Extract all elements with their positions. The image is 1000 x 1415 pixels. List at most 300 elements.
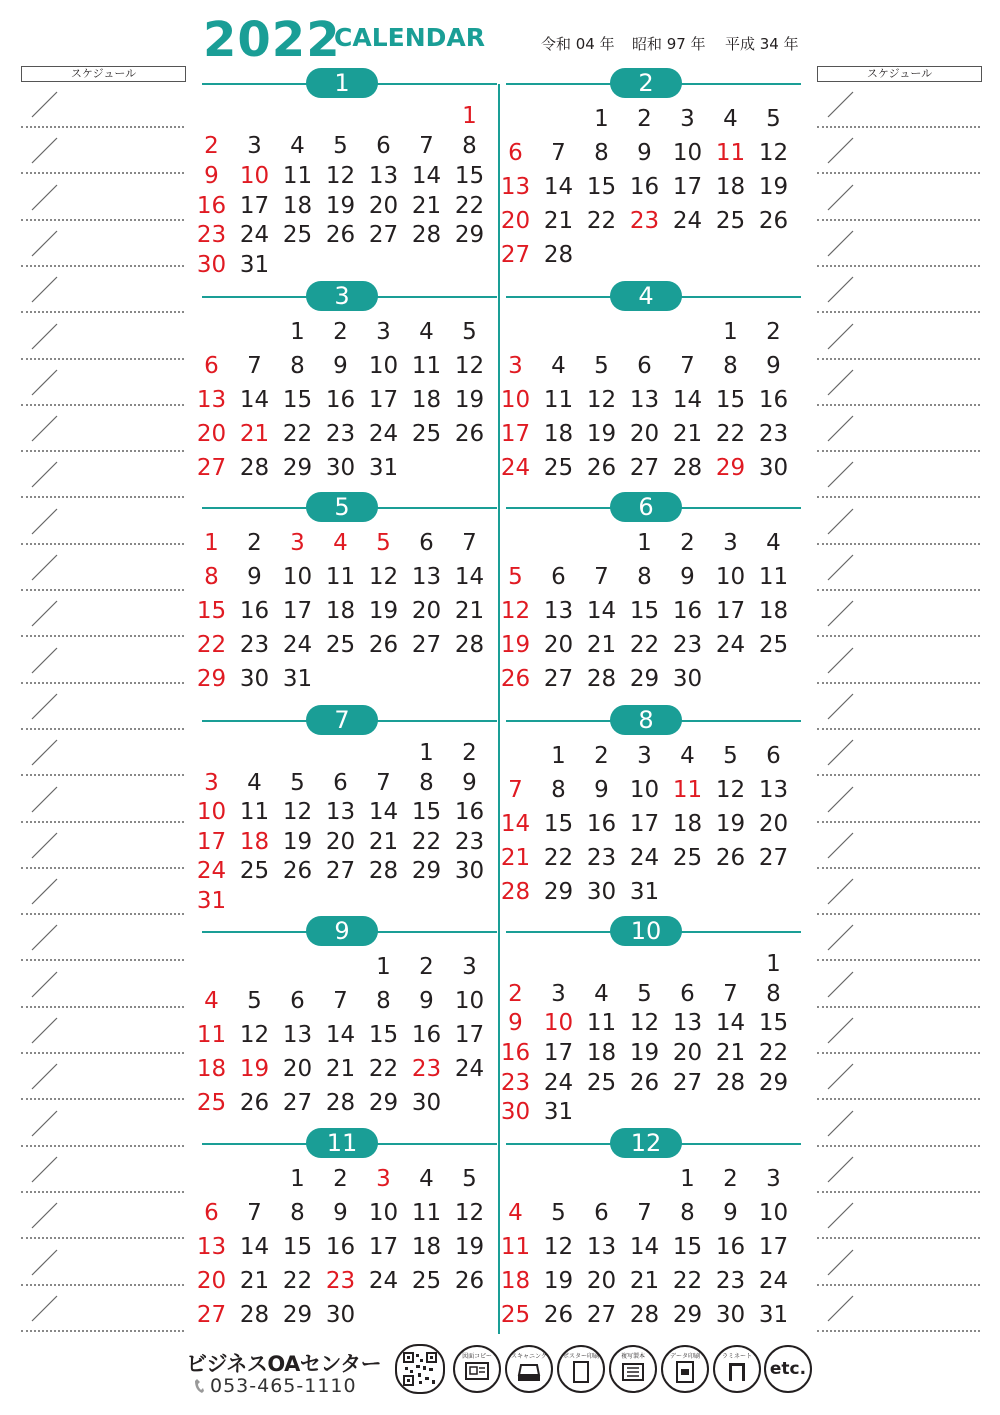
calendar-date: 29: [282, 455, 313, 481]
holiday-date: 4: [204, 988, 219, 1014]
holiday-date: 30: [500, 1099, 531, 1126]
calendar-date: 25: [543, 455, 574, 481]
schedule-row[interactable]: [21, 127, 184, 174]
calendar-date: 30: [672, 666, 703, 692]
calendar-date: 27: [672, 1069, 703, 1096]
calendar-date: 28: [411, 222, 442, 249]
calendar-date: 2: [247, 530, 262, 556]
calendar-date: 16: [629, 174, 660, 200]
schedule-row[interactable]: [817, 914, 980, 961]
date-slash-icon: [827, 693, 854, 720]
calendar-date: 12: [629, 1010, 660, 1037]
laminate-icon: [725, 1361, 749, 1383]
schedule-row[interactable]: [817, 822, 980, 869]
calendar-date: 22: [758, 1040, 789, 1066]
schedule-row[interactable]: [21, 1146, 184, 1193]
schedule-row[interactable]: [817, 590, 980, 637]
date-slash-icon: [827, 554, 854, 581]
schedule-row[interactable]: [817, 127, 980, 174]
data-print-icon: [673, 1361, 697, 1383]
service-label: スキャニング: [511, 1353, 547, 1360]
schedule-row[interactable]: [21, 1007, 184, 1054]
month-number-badge: 4: [610, 281, 682, 311]
calendar-date: 26: [715, 845, 746, 871]
poster-icon: [569, 1361, 593, 1383]
calendar-date: 26: [758, 208, 789, 234]
calendar-date: 26: [629, 1069, 660, 1096]
calendar-date: 8: [419, 769, 434, 796]
calendar-date: 9: [766, 353, 781, 379]
calendar-date: 28: [454, 632, 485, 658]
calendar-date: 21: [325, 1056, 356, 1082]
calendar-date: 17: [715, 598, 746, 624]
date-slash-icon: [827, 786, 854, 813]
calendar-date: 12: [715, 777, 746, 803]
holiday-date: 21: [500, 845, 531, 871]
calendar-date: 27: [411, 632, 442, 658]
calendar-date: 29: [282, 1302, 313, 1328]
calendar-date: 30: [454, 858, 485, 884]
calendar-date: 11: [325, 564, 356, 590]
holiday-date: 6: [204, 353, 219, 379]
month-block-12: [500, 1128, 801, 1332]
calendar-date: 18: [672, 811, 703, 837]
schedule-row[interactable]: [21, 359, 184, 406]
calendar-date: 3: [462, 954, 477, 980]
calendar-date: 23: [586, 845, 617, 871]
calendar-date: 24: [239, 222, 270, 249]
calendar-date: 4: [290, 132, 305, 159]
holiday-date: 20: [196, 1268, 227, 1294]
calendar-date: 8: [551, 777, 566, 803]
era-reiwa: 令和 04 年: [541, 35, 615, 53]
schedule-row[interactable]: [21, 81, 184, 128]
schedule-row[interactable]: [817, 637, 980, 684]
calendar-date: 2: [723, 1166, 738, 1192]
schedule-row[interactable]: [21, 1285, 184, 1332]
holiday-date: 21: [239, 421, 270, 447]
holiday-date: 17: [196, 828, 227, 855]
holiday-date: 28: [500, 879, 531, 905]
calendar-date: 3: [680, 106, 695, 132]
schedule-row[interactable]: [817, 683, 980, 730]
calendar-date: 27: [629, 455, 660, 481]
date-slash-icon: [31, 739, 58, 766]
schedule-row[interactable]: [817, 1285, 980, 1332]
calendar-date: 13: [411, 564, 442, 590]
calendar-date: 20: [758, 811, 789, 837]
calendar-date: 27: [586, 1302, 617, 1328]
calendar-date: 13: [543, 598, 574, 624]
calendar-date: 7: [551, 140, 566, 166]
date-slash-icon: [827, 1202, 854, 1229]
calendar-date: 7: [594, 564, 609, 590]
date-slash-icon: [31, 1156, 58, 1183]
schedule-row[interactable]: [21, 1239, 184, 1286]
calendar-date: 15: [368, 1022, 399, 1048]
calendar-date: 16: [454, 799, 485, 825]
schedule-row[interactable]: [21, 405, 184, 452]
holiday-date: 30: [196, 252, 227, 279]
calendar-date: 4: [419, 319, 434, 345]
date-slash-icon: [31, 369, 58, 396]
calendar-date: 6: [419, 530, 434, 556]
calendar-date: 4: [723, 106, 738, 132]
calendar-date: 17: [543, 1040, 574, 1066]
month-block-9: [196, 916, 497, 1120]
calendar-date: 30: [325, 455, 356, 481]
calendar-date: 13: [325, 799, 356, 825]
month-block-8: [500, 705, 801, 909]
calendar-date: 13: [629, 387, 660, 413]
calendar-date: 24: [758, 1268, 789, 1294]
calendar-date: 6: [551, 564, 566, 590]
schedule-row[interactable]: [21, 498, 184, 545]
calendar-date: 2: [766, 319, 781, 345]
calendar-date: 14: [715, 1010, 746, 1037]
qr-code-icon: [395, 1344, 445, 1394]
schedule-row[interactable]: [817, 1146, 980, 1193]
calendar-date: 21: [672, 421, 703, 447]
calendar-date: 19: [325, 192, 356, 219]
date-slash-icon: [827, 415, 854, 442]
calendar-date: 24: [672, 208, 703, 234]
month-block-7: [196, 705, 497, 916]
holiday-date: 3: [204, 769, 219, 796]
service-data-print: [661, 1345, 709, 1393]
calendar-date: 12: [454, 353, 485, 379]
holiday-date: 24: [500, 455, 531, 481]
calendar-date: 18: [282, 192, 313, 219]
holiday-date: 20: [500, 208, 531, 234]
date-slash-icon: [827, 276, 854, 303]
calendar-date: 3: [723, 530, 738, 556]
company-name: ビジネスOAセンター: [186, 1352, 382, 1376]
calendar-date: 24: [629, 845, 660, 871]
date-slash-icon: [827, 600, 854, 627]
holiday-date: 26: [500, 666, 531, 692]
calendar-date: 5: [333, 132, 348, 159]
calendar-date: 25: [411, 1268, 442, 1294]
schedule-row[interactable]: [817, 81, 980, 128]
schedule-row[interactable]: [817, 1007, 980, 1054]
calendar-date: 20: [411, 598, 442, 624]
calendar-date: 19: [629, 1040, 660, 1066]
month-number-badge: 1: [306, 68, 378, 98]
holiday-date: 10: [500, 387, 531, 413]
calendar-date: 15: [758, 1010, 789, 1037]
calendar-date: 16: [411, 1022, 442, 1048]
calendar-date: 8: [766, 980, 781, 1007]
schedule-row[interactable]: [817, 1192, 980, 1239]
calendar-date: 19: [282, 828, 313, 855]
holiday-date: 14: [500, 811, 531, 837]
calendar-date: 25: [758, 632, 789, 658]
schedule-row[interactable]: [817, 776, 980, 823]
schedule-row[interactable]: [817, 544, 980, 591]
holiday-date: 11: [715, 140, 746, 166]
calendar-year: 2022: [203, 12, 341, 68]
calendar-date: 4: [766, 530, 781, 556]
schedule-row[interactable]: [21, 451, 184, 498]
calendar-date: 24: [543, 1069, 574, 1096]
calendar-date: 9: [723, 1200, 738, 1226]
holiday-date: 3: [508, 353, 523, 379]
month-number-badge: 3: [306, 281, 378, 311]
calendar-date: 28: [629, 1302, 660, 1328]
calendar-date: 21: [629, 1268, 660, 1294]
date-slash-icon: [827, 971, 854, 998]
calendar-date: 5: [637, 980, 652, 1007]
calendar-date: 14: [586, 598, 617, 624]
holiday-date: 8: [204, 564, 219, 590]
calendar-date: 6: [290, 988, 305, 1014]
schedule-row[interactable]: [21, 266, 184, 313]
calendar-date: 5: [766, 106, 781, 132]
calendar-date: 19: [454, 387, 485, 413]
schedule-row[interactable]: [21, 637, 184, 684]
holiday-date: 2: [204, 132, 219, 159]
schedule-row[interactable]: [21, 683, 184, 730]
service-poster-print: [557, 1345, 605, 1393]
date-slash-icon: [31, 1017, 58, 1044]
schedule-row[interactable]: [817, 1053, 980, 1100]
date-slash-icon: [31, 1202, 58, 1229]
holiday-date: 13: [196, 387, 227, 413]
calendar-date: 1: [594, 106, 609, 132]
schedule-row[interactable]: [21, 544, 184, 591]
calendar-date: 20: [586, 1268, 617, 1294]
holiday-date: 10: [239, 162, 270, 189]
calendar-date: 21: [586, 632, 617, 658]
calendar-date: 16: [586, 811, 617, 837]
schedule-row[interactable]: [817, 220, 980, 267]
calendar-date: 24: [368, 421, 399, 447]
calendar-date: 7: [376, 769, 391, 796]
schedule-row[interactable]: [817, 313, 980, 360]
calendar-date: 28: [239, 1302, 270, 1328]
calendar-date: 27: [325, 858, 356, 884]
calendar-date: 15: [282, 387, 313, 413]
calendar-date: 13: [672, 1010, 703, 1037]
schedule-row[interactable]: [21, 776, 184, 823]
calendar-date: 30: [758, 455, 789, 481]
dotted-line: [21, 1330, 184, 1332]
calendar-date: 24: [282, 632, 313, 658]
holiday-date: 22: [196, 632, 227, 658]
calendar-date: 23: [325, 421, 356, 447]
calendar-date: 18: [411, 1234, 442, 1260]
schedule-row[interactable]: [21, 914, 184, 961]
schedule-row[interactable]: [21, 174, 184, 221]
calendar-date: 23: [672, 632, 703, 658]
calendar-date: 23: [715, 1268, 746, 1294]
date-slash-icon: [31, 832, 58, 859]
schedule-row[interactable]: [21, 590, 184, 637]
date-slash-icon: [827, 230, 854, 257]
holiday-date: 10: [543, 1010, 574, 1037]
calendar-date: 28: [368, 858, 399, 884]
calendar-date: 4: [247, 769, 262, 796]
holiday-date: 13: [500, 174, 531, 200]
schedule-row[interactable]: [21, 1192, 184, 1239]
calendar-date: 29: [629, 666, 660, 692]
calendar-title: CALENDAR: [334, 23, 485, 52]
calendar-date: 27: [758, 845, 789, 871]
calendar-date: 21: [454, 598, 485, 624]
calendar-date: 15: [715, 387, 746, 413]
calendar-date: 14: [368, 799, 399, 825]
calendar-date: 22: [454, 192, 485, 219]
schedule-row[interactable]: [817, 405, 980, 452]
month-number-badge: 10: [610, 916, 682, 946]
date-slash-icon: [827, 1110, 854, 1137]
schedule-row[interactable]: [21, 822, 184, 869]
month-number-badge: 8: [610, 705, 682, 735]
calendar-date: 12: [543, 1234, 574, 1260]
calendar-date: 12: [282, 799, 313, 825]
schedule-row[interactable]: [817, 266, 980, 313]
schedule-row[interactable]: [817, 498, 980, 545]
calendar-date: 27: [368, 222, 399, 249]
service-label: 複写製本: [620, 1353, 645, 1360]
calendar-date: 18: [325, 598, 356, 624]
calendar-date: 17: [629, 811, 660, 837]
calendar-date: 14: [672, 387, 703, 413]
calendar-date: 17: [454, 1022, 485, 1048]
calendar-date: 15: [411, 799, 442, 825]
calendar-date: 7: [247, 353, 262, 379]
service-scanning: [505, 1345, 553, 1393]
era-showa: 昭和 97 年: [632, 35, 706, 53]
schedule-row[interactable]: [817, 868, 980, 915]
calendar-date: 14: [629, 1234, 660, 1260]
holiday-date: 11: [196, 1022, 227, 1048]
schedule-row[interactable]: [817, 359, 980, 406]
month-number-badge: 11: [306, 1128, 378, 1158]
schedule-row[interactable]: [21, 1053, 184, 1100]
calendar-date: 9: [247, 564, 262, 590]
calendar-date: 12: [758, 140, 789, 166]
holiday-date: 23: [411, 1056, 442, 1082]
schedule-row[interactable]: [817, 451, 980, 498]
calendar-date: 11: [411, 1200, 442, 1226]
calendar-date: 1: [723, 319, 738, 345]
date-slash-icon: [31, 508, 58, 535]
calendar-date: 20: [325, 828, 356, 855]
calendar-date: 7: [419, 132, 434, 159]
schedule-label-right: スケジュール: [817, 66, 982, 82]
holiday-date: 23: [629, 208, 660, 234]
date-slash-icon: [827, 508, 854, 535]
calendar-date: 2: [680, 530, 695, 556]
calendar-date: 18: [715, 174, 746, 200]
schedule-row[interactable]: [817, 1239, 980, 1286]
calendar-date: 13: [586, 1234, 617, 1260]
calendar-date: 10: [368, 1200, 399, 1226]
date-slash-icon: [31, 1249, 58, 1276]
calendar-date: 15: [282, 1234, 313, 1260]
calendar-date: 21: [239, 1268, 270, 1294]
schedule-row[interactable]: [21, 961, 184, 1008]
schedule-row[interactable]: [21, 313, 184, 360]
calendar-date: 10: [454, 988, 485, 1014]
calendar-date: 19: [454, 1234, 485, 1260]
month-block-4: [500, 281, 801, 485]
calendar-date: 11: [282, 162, 313, 189]
calendar-date: 17: [368, 387, 399, 413]
holiday-date: 1: [204, 530, 219, 556]
holiday-date: 29: [196, 666, 227, 692]
calendar-date: 14: [454, 564, 485, 590]
schedule-row[interactable]: [21, 868, 184, 915]
calendar-date: 7: [333, 988, 348, 1014]
calendar-date: 12: [325, 162, 356, 189]
holiday-date: 4: [508, 1200, 523, 1226]
calendar-date: 5: [551, 1200, 566, 1226]
calendar-date: 15: [543, 811, 574, 837]
calendar-date: 14: [239, 1234, 270, 1260]
service-blueprint-copy: [453, 1345, 501, 1393]
calendar-date: 26: [282, 858, 313, 884]
month-number-badge: 2: [610, 68, 682, 98]
schedule-row[interactable]: [817, 729, 980, 776]
calendar-date: 22: [715, 421, 746, 447]
calendar-date: 29: [543, 879, 574, 905]
schedule-row[interactable]: [21, 1100, 184, 1147]
holiday-date: 18: [500, 1268, 531, 1294]
calendar-date: 26: [454, 1268, 485, 1294]
schedule-row[interactable]: [817, 961, 980, 1008]
date-slash-icon: [31, 137, 58, 164]
month-block-1: [196, 68, 497, 281]
calendar-date: 16: [672, 598, 703, 624]
date-slash-icon: [827, 91, 854, 118]
date-slash-icon: [31, 91, 58, 118]
holiday-date: 3: [290, 530, 305, 556]
calendar-date: 4: [594, 980, 609, 1007]
calendar-date: 16: [758, 387, 789, 413]
calendar-date: 10: [629, 777, 660, 803]
calendar-date: 18: [411, 387, 442, 413]
calendar-date: 13: [758, 777, 789, 803]
calendar-date: 14: [325, 1022, 356, 1048]
schedule-row[interactable]: [817, 1100, 980, 1147]
calendar-date: 9: [333, 1200, 348, 1226]
calendar-date: 11: [543, 387, 574, 413]
calendar-date: 7: [247, 1200, 262, 1226]
schedule-row[interactable]: [21, 729, 184, 776]
calendar-date: 10: [672, 140, 703, 166]
calendar-date: 6: [680, 980, 695, 1007]
calendar-date: 23: [454, 828, 485, 855]
schedule-row[interactable]: [21, 220, 184, 267]
calendar-date: 15: [629, 598, 660, 624]
calendar-date: 16: [325, 387, 356, 413]
schedule-row[interactable]: [817, 174, 980, 221]
calendar-date: 15: [586, 174, 617, 200]
calendar-date: 8: [594, 140, 609, 166]
date-slash-icon: [31, 461, 58, 488]
calendar-date: 16: [715, 1234, 746, 1260]
date-slash-icon: [31, 971, 58, 998]
calendar-date: 31: [282, 666, 313, 692]
month-number-badge: 12: [610, 1128, 682, 1158]
calendar-date: 11: [758, 564, 789, 590]
calendar-date: 9: [333, 353, 348, 379]
calendar-date: 22: [411, 828, 442, 855]
calendar-date: 12: [368, 564, 399, 590]
